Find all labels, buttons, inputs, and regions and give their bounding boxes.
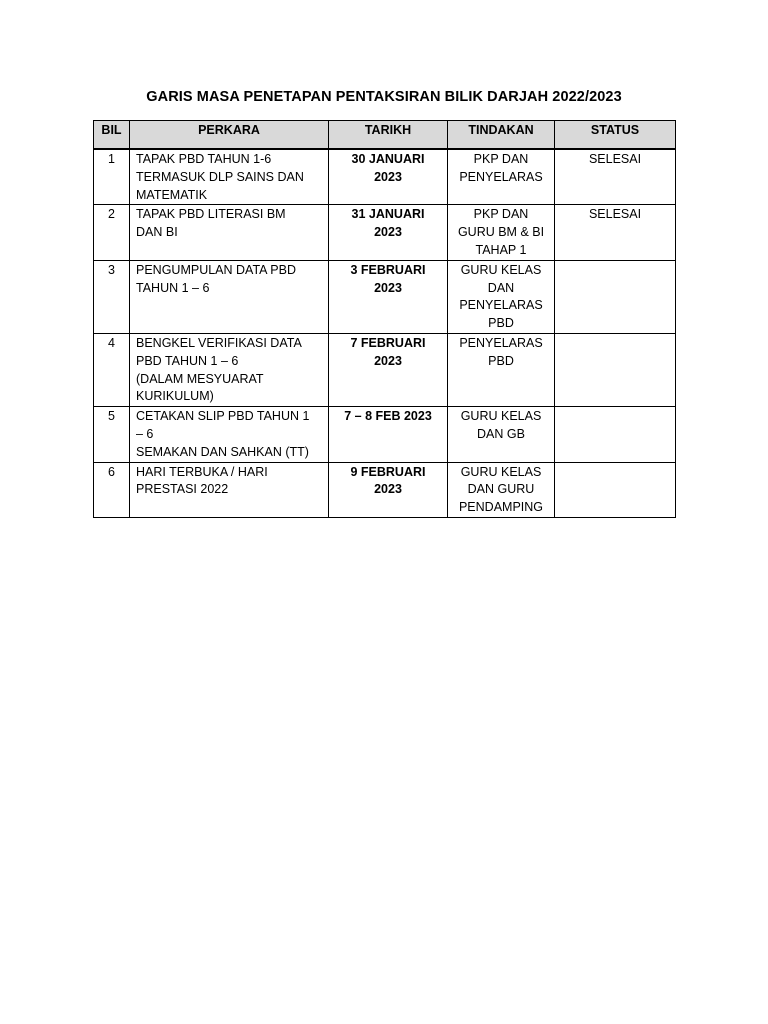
cell-status <box>555 462 676 517</box>
cell-perkara-line: TAPAK PBD LITERASI BM <box>136 207 286 222</box>
table-row <box>94 407 676 462</box>
cell-perkara <box>130 462 329 517</box>
cell-perkara-line: PENGUMPULAN DATA PBD <box>136 262 296 277</box>
cell-tindakan-line: PBD <box>488 353 514 368</box>
cell-tindakan <box>448 260 555 333</box>
cell-tarikh-line: 3 FEBRUARI <box>350 262 426 277</box>
cell-tindakan-line: PKP DAN <box>473 152 529 166</box>
cell-tindakan-line: GURU BM & BI <box>457 225 545 240</box>
cell-status <box>555 149 676 205</box>
cell-perkara <box>130 407 329 462</box>
cell-tindakan-line: PENYELARAS <box>459 169 543 184</box>
cell-tindakan <box>448 407 555 462</box>
table-header-row <box>94 121 676 150</box>
cell-tarikh-line: 31 JANUARI <box>351 207 425 222</box>
cell-status <box>555 260 676 333</box>
cell-tarikh-line: 2023 <box>374 280 402 295</box>
cell-tindakan-line: PENYELARAS <box>459 335 543 350</box>
cell-tindakan <box>448 149 555 205</box>
table-row <box>94 205 676 260</box>
cell-tindakan <box>448 462 555 517</box>
cell-tarikh-line: 2023 <box>374 353 402 368</box>
cell-perkara-line: SEMAKAN DAN SAHKAN (TT) <box>136 444 309 459</box>
cell-tindakan-line: PKP DAN <box>473 207 529 222</box>
cell-status-line: SELESAI <box>588 152 642 166</box>
cell-tindakan-line: DAN GB <box>477 426 525 441</box>
cell-perkara-line: (DALAM MESYUARAT <box>136 371 264 386</box>
table-body <box>94 149 676 517</box>
cell-perkara-line: BENGKEL VERIFIKASI DATA <box>136 335 302 350</box>
header-status: STATUS <box>555 121 676 150</box>
cell-perkara-line: PRESTASI 2022 <box>136 482 229 497</box>
cell-tarikh-line: 9 FEBRUARI <box>350 464 426 479</box>
document-title: GARIS MASA PENETAPAN PENTAKSIRAN BILIK DARJAH 2022/2023 <box>146 89 622 105</box>
cell-perkara-line: DAN BI <box>136 225 178 240</box>
cell-bil: 5 <box>94 407 130 462</box>
header-bil: BIL <box>94 121 130 150</box>
cell-perkara-line: CETAKAN SLIP PBD TAHUN 1 <box>136 409 310 424</box>
cell-bil: 2 <box>94 205 130 260</box>
table-row <box>94 260 676 333</box>
cell-status <box>555 407 676 462</box>
cell-tindakan-line: DAN <box>487 280 515 295</box>
cell-tindakan <box>448 205 555 260</box>
cell-tindakan-line: DAN GURU <box>467 482 535 497</box>
cell-tarikh-line: 7 FEBRUARI <box>350 335 426 350</box>
cell-perkara-line: TERMASUK DLP SAINS DAN <box>136 169 304 184</box>
cell-tindakan-line: GURU KELAS <box>460 262 542 277</box>
cell-tarikh <box>329 205 448 260</box>
cell-tindakan-line: PENYELARAS <box>459 298 543 313</box>
cell-tarikh-line: 30 JANUARI <box>351 152 425 166</box>
cell-tarikh-line: 2023 <box>374 225 402 240</box>
cell-perkara-line: MATEMATIK <box>136 187 208 202</box>
table-row <box>94 149 676 205</box>
cell-tindakan-line: PBD <box>488 316 514 331</box>
cell-perkara <box>130 149 329 205</box>
cell-perkara-line: KURIKULUM) <box>136 389 214 404</box>
cell-perkara-line: PBD TAHUN 1 – 6 <box>136 353 239 368</box>
cell-bil: 3 <box>94 260 130 333</box>
cell-tarikh-line: 2023 <box>374 482 402 497</box>
cell-perkara-line: TAPAK PBD TAHUN 1-6 <box>136 152 272 166</box>
header-tindakan: TINDAKAN <box>448 121 555 150</box>
cell-bil: 6 <box>94 462 130 517</box>
header-tarikh: TARIKH <box>329 121 448 150</box>
timeline-table <box>93 120 676 518</box>
cell-tindakan <box>448 333 555 406</box>
cell-status-line: SELESAI <box>588 207 642 222</box>
cell-tindakan-line: GURU KELAS <box>460 409 542 424</box>
cell-perkara <box>130 333 329 406</box>
cell-perkara <box>130 205 329 260</box>
header-perkara: PERKARA <box>130 121 329 150</box>
cell-tindakan-line: GURU KELAS <box>460 464 542 479</box>
cell-perkara-line: TAHUN 1 – 6 <box>136 280 210 295</box>
cell-perkara-line: HARI TERBUKA / HARI <box>136 464 268 479</box>
cell-perkara <box>130 260 329 333</box>
cell-tarikh <box>329 260 448 333</box>
table-row <box>94 462 676 517</box>
cell-tarikh <box>329 462 448 517</box>
cell-status <box>555 333 676 406</box>
cell-status <box>555 205 676 260</box>
cell-tarikh <box>329 149 448 205</box>
table-row <box>94 333 676 406</box>
cell-tindakan-line: TAHAP 1 <box>475 242 527 257</box>
cell-tarikh <box>329 333 448 406</box>
cell-tarikh-line: 2023 <box>374 169 402 184</box>
cell-tarikh-line: 7 – 8 FEB 2023 <box>344 409 432 424</box>
cell-bil: 1 <box>94 149 130 205</box>
cell-tindakan-line: PENDAMPING <box>458 500 544 515</box>
cell-perkara-line: – 6 <box>136 426 154 441</box>
cell-bil: 4 <box>94 333 130 406</box>
cell-tarikh <box>329 407 448 462</box>
